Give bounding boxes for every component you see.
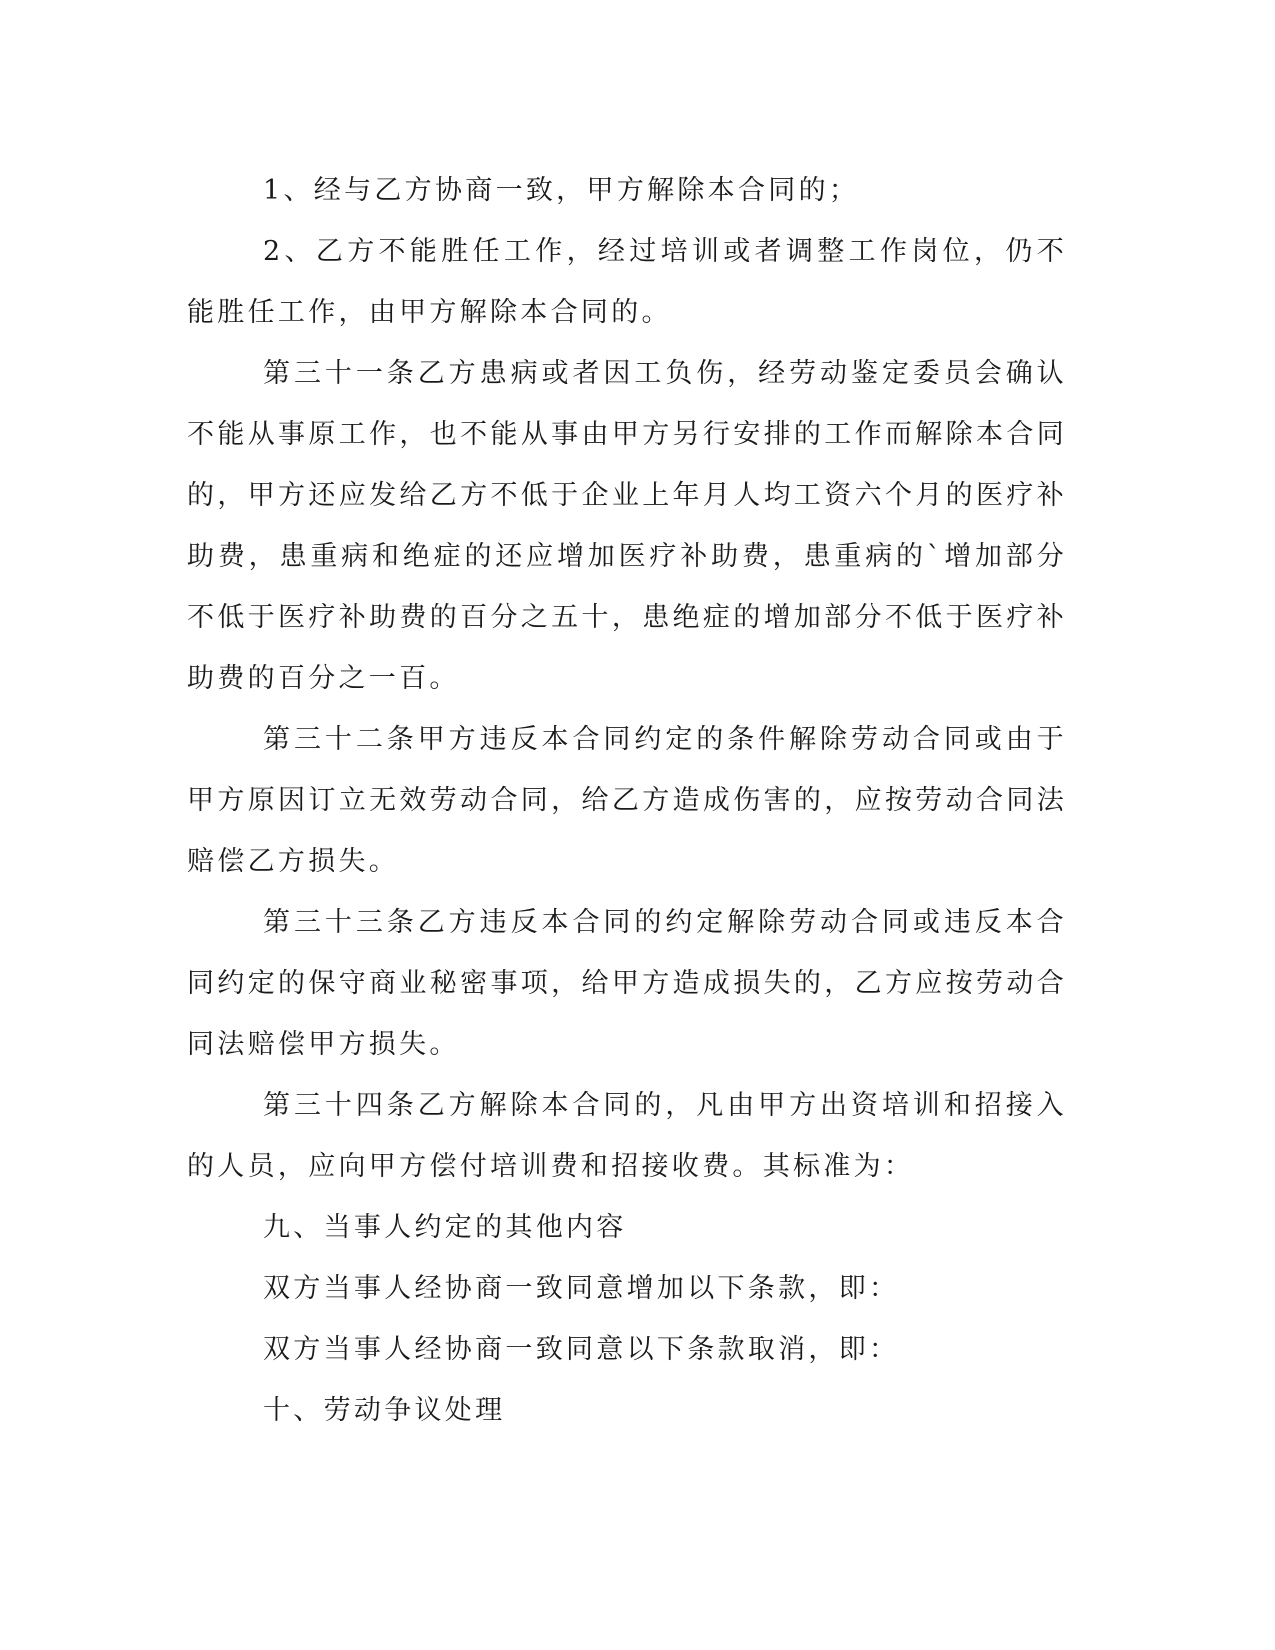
paragraph-clause-2: 2、乙方不能胜任工作，经过培训或者调整工作岗位，仍不能胜任工作，由甲方解除本合同的。 <box>187 236 1067 328</box>
paragraph-added-terms: 双方当事人经协商一致同意增加以下条款，即： <box>263 1273 900 1304</box>
section-heading-9: 九、当事人约定的其他内容 <box>263 1212 627 1243</box>
paragraph-cancelled-terms: 双方当事人经协商一致同意以下条款取消，即： <box>263 1334 900 1365</box>
paragraph-article-32: 第三十二条甲方违反本合同约定的条件解除劳动合同或由于甲方原因订立无效劳动合同，给乙方造成伤害的，应按劳动合同法赔偿乙方损失。 <box>187 724 1067 877</box>
document-page <box>187 160 1067 1441</box>
section-heading-10: 十、劳动争议处理 <box>263 1395 506 1426</box>
paragraph-article-31: 第三十一条乙方患病或者因工负伤，经劳动鉴定委员会确认不能从事原工作，也不能从事由甲方另行安排的工作而解除本合同的，甲方还应发给乙方不低于企业上年月人均工资六个月的医疗补助费，患重病和绝症的还应增加医疗补助费，患重病的`增加部分不低于医疗补助费的百分之五十，患绝症的增加部分不低于医疗补助费的百分之一百。 <box>187 358 1067 694</box>
paragraph-article-34: 第三十四条乙方解除本合同的，凡由甲方出资培训和招接入的人员，应向甲方偿付培训费和招接收费。其标准为： <box>187 1090 1067 1182</box>
paragraph-clause-1: 1、经与乙方协商一致，甲方解除本合同的； <box>263 175 860 206</box>
paragraph-article-33: 第三十三条乙方违反本合同的约定解除劳动合同或违反本合同约定的保守商业秘密事项，给甲方造成损失的，乙方应按劳动合同法赔偿甲方损失。 <box>187 907 1067 1060</box>
